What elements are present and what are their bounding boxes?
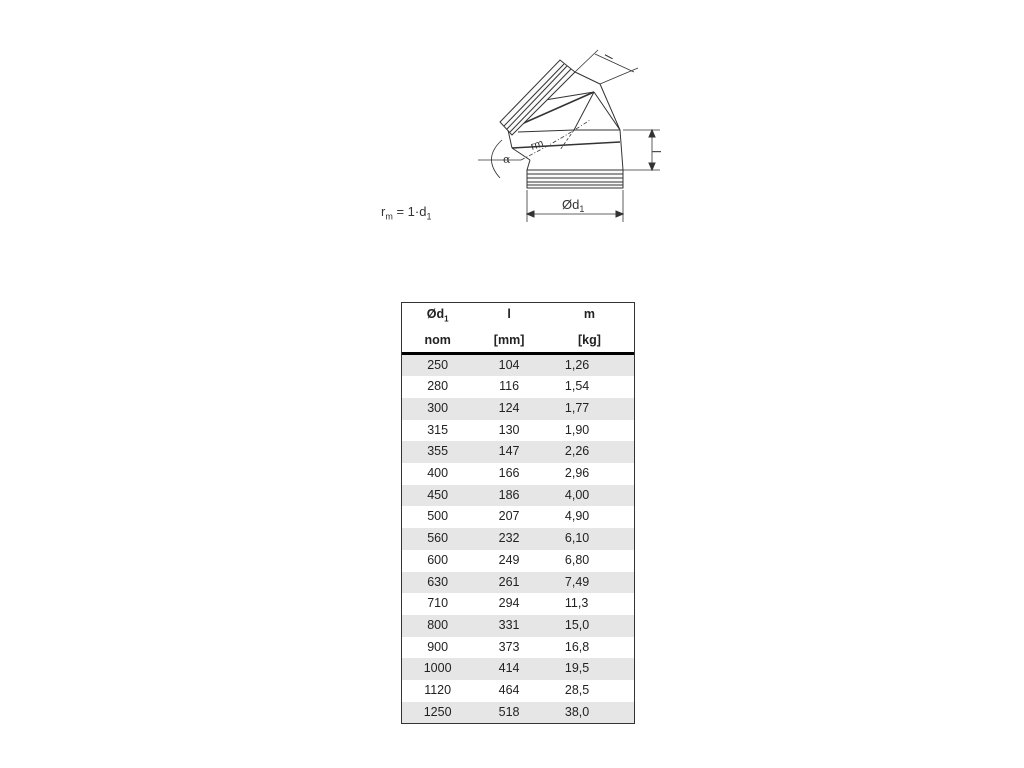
cell-length: 294 <box>498 596 520 611</box>
header-diameter: $Ød_1$ <box>426 307 449 324</box>
table-row <box>402 353 634 376</box>
cell-diameter: 315 <box>427 422 449 437</box>
cell-diameter: 630 <box>402 572 473 594</box>
alpha-label: α <box>503 153 511 166</box>
cell-length: 331 <box>473 615 545 637</box>
cell-mass: 28,5 <box>564 683 590 698</box>
rm-formula: $r_m = 1\cdot d_1$ <box>381 204 432 222</box>
table-row <box>402 550 634 572</box>
cell-length: 414 <box>473 658 545 680</box>
cell-mass: 38,0 <box>545 702 634 724</box>
cell-mass: 16,8 <box>564 639 590 654</box>
cell-length: 147 <box>473 441 545 463</box>
l-right-label: l <box>650 150 664 153</box>
table-row <box>402 485 634 507</box>
cell-length: 207 <box>498 509 520 524</box>
table-row <box>402 398 634 420</box>
header-length-unit: [mm] <box>473 330 545 354</box>
diameter-label: $Ød_1$ <box>562 197 585 214</box>
cell-mass: 19,5 <box>545 658 634 680</box>
table-row <box>402 593 634 615</box>
cell-mass: 4,90 <box>564 509 590 524</box>
table-row <box>402 463 634 485</box>
header-length: l <box>507 307 511 321</box>
cell-diameter: 300 <box>402 398 473 420</box>
table-row <box>402 420 634 442</box>
cell-mass: 1,54 <box>564 379 590 394</box>
table-row <box>402 637 634 659</box>
cell-mass: 6,80 <box>564 552 590 567</box>
cell-mass: 15,0 <box>545 615 634 637</box>
table-row <box>402 506 634 528</box>
table-row <box>402 702 634 724</box>
cell-diameter: 1000 <box>402 658 473 680</box>
cell-mass: 1,77 <box>545 398 634 420</box>
cell-diameter: 400 <box>427 466 449 481</box>
cell-diameter: 710 <box>427 596 449 611</box>
table-row <box>402 572 634 594</box>
cell-mass: 4,00 <box>545 485 634 507</box>
l-top-label: l <box>602 52 616 62</box>
cell-diameter: 560 <box>402 528 473 550</box>
rm-label: rm <box>529 137 546 153</box>
cell-mass: 7,49 <box>545 572 634 594</box>
cell-diameter: 280 <box>427 379 449 394</box>
bend-drawing <box>470 40 670 230</box>
cell-mass: 11,3 <box>564 596 589 611</box>
table-row <box>402 376 634 398</box>
table-row <box>402 680 634 702</box>
cell-diameter: 800 <box>402 615 473 637</box>
dimension-table <box>401 302 635 724</box>
header-mass-unit: [kg] <box>545 330 634 354</box>
table-row <box>402 615 634 637</box>
cell-mass: 2,26 <box>545 441 634 463</box>
cell-mass: 2,96 <box>564 466 590 481</box>
cell-length: 261 <box>473 572 545 594</box>
cell-diameter: 1250 <box>402 702 473 724</box>
cell-mass: 1,26 <box>545 353 634 376</box>
cell-length: 104 <box>473 353 545 376</box>
header-diameter-unit: nom <box>402 330 473 354</box>
cell-diameter: 500 <box>427 509 449 524</box>
cell-length: 373 <box>498 639 520 654</box>
cell-length: 232 <box>473 528 545 550</box>
cell-length: 186 <box>473 485 545 507</box>
cell-length: 518 <box>473 702 545 724</box>
cell-diameter: 355 <box>402 441 473 463</box>
cell-length: 116 <box>499 379 520 394</box>
cell-length: 249 <box>498 552 520 567</box>
cell-diameter: 600 <box>427 552 449 567</box>
cell-length: 124 <box>473 398 545 420</box>
table-row <box>402 528 634 550</box>
table-row <box>402 658 634 680</box>
cell-length: 166 <box>498 466 520 481</box>
cell-diameter: 450 <box>402 485 473 507</box>
cell-length: 464 <box>498 683 520 698</box>
table-row <box>402 441 634 463</box>
cell-diameter: 250 <box>402 353 473 376</box>
cell-mass: 6,10 <box>545 528 634 550</box>
cell-diameter: 900 <box>427 639 449 654</box>
cell-diameter: 1120 <box>424 683 452 698</box>
cell-mass: 1,90 <box>564 422 590 437</box>
header-mass: m <box>583 307 596 321</box>
cell-length: 130 <box>498 422 520 437</box>
